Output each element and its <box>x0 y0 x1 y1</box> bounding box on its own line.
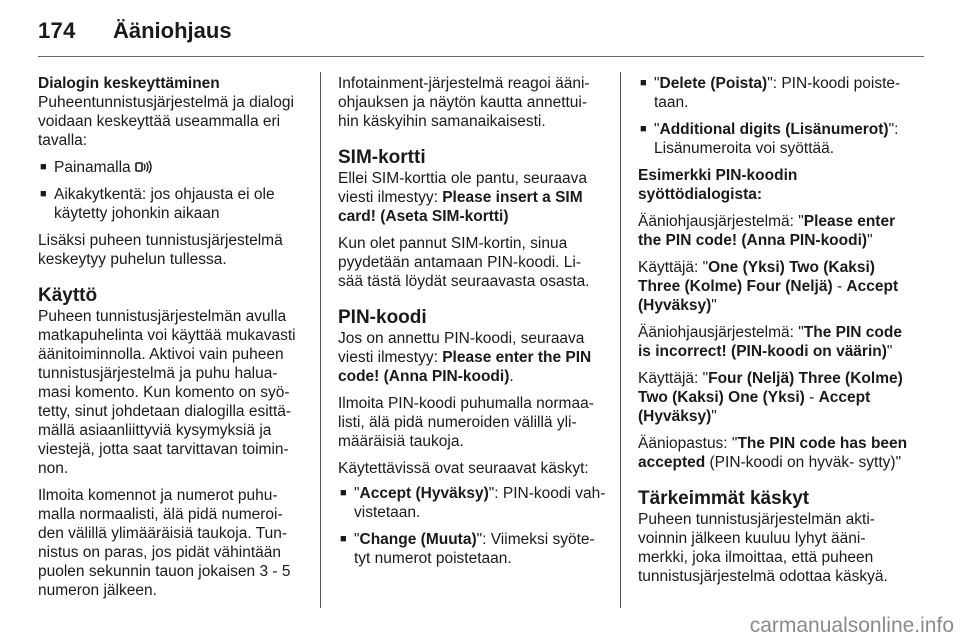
column-1 <box>38 74 310 608</box>
command-desc: : PIN-koodi poiste- taan. <box>654 75 901 111</box>
dialog-line <box>638 434 910 472</box>
bullet-icon: ■ <box>40 161 47 173</box>
dialog-line <box>638 212 910 250</box>
text-run: - <box>832 278 847 295</box>
command-text: Additional digits (Lisänumerot) <box>659 121 889 138</box>
bullet-list <box>38 158 310 223</box>
paragraph: Ilmoita komennot ja numerot puhu- malla normaalisti, älä pidä numeroi- den välillä ylimääräisiä taukoja. Tun- nistus on paras, jos pidät vähintään puolen sekunnin tauon jokaisen 3 - 5 numeron jälkeen. <box>38 487 291 599</box>
text-run: " <box>711 408 717 425</box>
text-run: Ääniohjausjärjestelmä: " <box>638 324 804 341</box>
text-run: " <box>711 297 717 314</box>
column-3 <box>638 74 910 594</box>
message-text: Accept (Hyväksy) <box>638 278 899 314</box>
text-run: Käyttäjä: " <box>638 259 709 276</box>
message-text: One (Yksi) Two (Kaksi) Three (Kolme) Four (Neljä) <box>638 259 875 295</box>
paragraph: Puheen tunnistusjärjestelmän akti- voinnin jälkeen kuuluu lyhyt ääni- merkki, joka ilmoittaa, että puheen tunnistusjärjestelmä odottaa käskyä. <box>638 511 888 585</box>
page-number: 174 <box>38 18 76 43</box>
text-run: Ääniopastus: " <box>638 435 738 452</box>
phone-voice-icon <box>135 160 153 174</box>
paragraph <box>338 329 610 386</box>
bullet-icon: ■ <box>640 123 647 135</box>
message-text: The PIN code has been accepted <box>638 435 908 471</box>
message-text: Please enter the PIN code! (Anna PIN-koodi) <box>338 349 592 385</box>
example-heading: Esimerkki PIN-koodin syöttödialogista: <box>638 167 798 203</box>
subheading-interrupt: Dialogin keskeyttäminen <box>38 75 220 92</box>
bullet-icon: ■ <box>340 487 347 499</box>
text-run: Jos on annettu PIN-koodi, seuraava viesti ilmestyy: <box>338 330 585 366</box>
list-item-text: Aikakytkentä: jos ohjausta ei ole käytetty johonkin aikaan <box>54 186 275 222</box>
command-text: Change (Muuta) <box>359 531 477 548</box>
list-item: ■ "Additional digits (Lisänumerot)": Lisänumeroita voi syöttää. <box>640 121 899 157</box>
message-text: Four (Neljä) Three (Kolme) Two (Kaksi) One (Yksi) <box>638 370 903 406</box>
paragraph: Ilmoita PIN-koodi puhumalla normaa- listi, älä pidä numeroiden välillä yli- määräisiä taukoja. <box>338 395 594 450</box>
command-list <box>638 74 910 158</box>
paragraph: Puheentunnistusjärjestelmä ja dialogi voidaan keskeyttää useammalla eri tavalla: <box>38 94 294 149</box>
paragraph: Käytettävissä ovat seuraavat käskyt: <box>338 460 589 477</box>
text-run: " <box>867 232 873 249</box>
column-divider <box>620 72 621 608</box>
bullet-icon: ■ <box>340 533 347 545</box>
paragraph: Lisäksi puheen tunnistusjärjestelmä keskeytyy puhelun tullessa. <box>38 232 283 268</box>
watermark: carmanualsonline.info <box>749 614 954 637</box>
section-heading-sim: SIM-kortti <box>338 147 426 168</box>
list-item: ■ "Delete (Poista)": PIN-koodi poiste- taan. <box>640 75 901 111</box>
section-heading-commands: Tärkeimmät käskyt <box>638 488 810 509</box>
section-heading-kaytto: Käyttö <box>38 285 98 306</box>
list-item <box>38 158 310 177</box>
list-item: ■ "Accept (Hyväksy)": PIN-koodi vah- vistetaan. <box>340 485 606 521</box>
message-text: Please insert a SIM card! (Aseta SIM-kortti) <box>338 189 583 225</box>
section-heading-pin: PIN-koodi <box>338 307 427 328</box>
bullet-icon: ■ <box>640 77 647 89</box>
command-desc: : Viimeksi syöte- tyt numerot poistetaan. <box>354 531 595 567</box>
list-item-text: Painamalla <box>54 159 131 176</box>
list-item <box>38 185 310 223</box>
header-rule <box>38 56 924 57</box>
paragraph <box>338 169 610 226</box>
page-title: Ääniohjaus <box>113 18 232 43</box>
text-run: Ääniohjausjärjestelmä: " <box>638 213 804 230</box>
command-text: Accept (Hyväksy) <box>359 485 489 502</box>
text-run: Käyttäjä: " <box>638 370 709 387</box>
paragraph: Infotainment-järjestelmä reagoi ääni- ohjauksen ja näytön kautta annettui- hin käskyihin samanaikaisesti. <box>338 75 590 130</box>
dialog-line <box>638 369 910 426</box>
text-run: " <box>886 343 893 360</box>
command-desc: : Lisänumeroita voi syöttää. <box>654 121 899 157</box>
command-list <box>338 484 610 568</box>
command-desc: : PIN-koodi vah- vistetaan. <box>354 485 606 521</box>
text-run: (PIN-koodi on hyväk- sytty)" <box>705 454 902 471</box>
dialog-line <box>638 323 910 361</box>
dialog-line <box>638 258 910 315</box>
text-run: - <box>804 389 819 406</box>
list-item: ■ "Change (Muuta)": Viimeksi syöte- tyt numerot poistetaan. <box>340 531 595 567</box>
text-run: Ellei SIM-korttia ole pantu, seuraava viesti ilmestyy: <box>338 170 587 206</box>
column-divider <box>320 72 321 608</box>
command-text: Delete (Poista) <box>659 75 768 92</box>
column-2 <box>338 74 610 576</box>
message-text: Accept (Hyväksy) <box>638 389 871 425</box>
message-text: The PIN code is incorrect! (PIN-koodi on väärin) <box>638 324 902 360</box>
message-text: Please enter the PIN code! (Anna PIN-koodi) <box>638 213 896 249</box>
bullet-icon: ■ <box>40 188 47 200</box>
text-run: . <box>509 368 514 385</box>
page-header <box>38 18 922 56</box>
paragraph: Puheen tunnistusjärjestelmän avulla matkapuhelinta voi käyttää mukavasti äänitoiminnolla. Aktivoi vain puheen tunnistusjärjestelmä ja puhu halua- masi komento. Kun komento on syö- tetty, sinut johdetaan dialogilla esittä- mällä asiaanliittyviä kysymyksiä ja viestejä, jotta saat tarvittavan toimin- non. <box>38 308 296 477</box>
paragraph: Kun olet pannut SIM-kortin, sinua pyydetään antamaan PIN-koodi. Li- sää tästä löydät seuraavasta osasta. <box>338 235 590 290</box>
